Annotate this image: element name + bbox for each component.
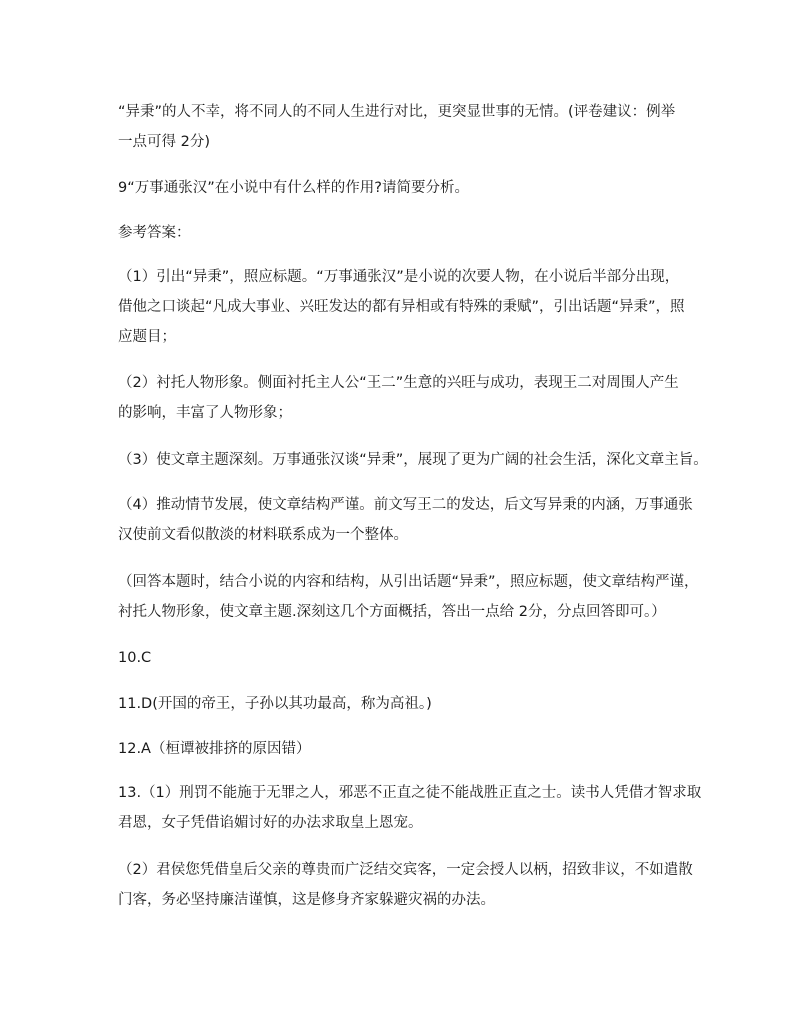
text-line: （4）推动情节发展，使文章结构严谨。前文写王二的发达，后文写异秉的内涵，万事通张 xyxy=(118,497,693,513)
answer-13-2 xyxy=(118,855,693,915)
question-9 xyxy=(118,173,690,203)
text-line: （2）衬托人物形象。侧面衬托主人公“王二”生意的兴旺与成功，表现王二对周围人产生 xyxy=(118,375,679,391)
answer-13-1 xyxy=(118,778,702,838)
text-line: 的影响，丰富了人物形象； xyxy=(118,405,292,421)
text-line: 应题目； xyxy=(118,329,176,345)
text-line: 君恩，女子凭借谄媚讨好的办法求取皇上恩宠。 xyxy=(118,815,423,831)
answer-12 xyxy=(118,734,690,764)
text-line: 10.C xyxy=(118,650,152,666)
answer-point-2 xyxy=(118,368,690,428)
text-line: 衬托人物形象，使文章主题.深刻这几个方面概括，答出一点给 2分，分点回答即可。） xyxy=(118,604,666,620)
text-line: 12.A（桓谭被排挤的原因错） xyxy=(118,741,311,757)
answer-point-4 xyxy=(118,490,693,550)
text-line: （回答本题时，结合小说的内容和结构，从引出话题“异秉”，照应标题，使文章结构严谨， xyxy=(118,574,699,590)
answer-point-3 xyxy=(118,445,708,475)
text-line: 参考答案： xyxy=(118,225,191,241)
answer-11 xyxy=(118,689,690,719)
text-line: “异秉”的人不幸，将不同人的不同人生进行对比，更突显世事的无情。(评卷建议：例举 xyxy=(118,104,676,120)
answer-10 xyxy=(118,643,690,673)
text-line: 11.D(开国的帝王，子孙以其功最高，称为高祖。) xyxy=(118,696,432,712)
paragraph-scoring-note xyxy=(118,97,690,157)
answer-point-1 xyxy=(118,262,690,352)
answer-note xyxy=(118,567,699,627)
answer-heading xyxy=(118,218,690,248)
text-line: 9“万事通张汉”在小说中有什么样的作用?请简要分析。 xyxy=(118,180,469,196)
text-line: （1）引出“异秉”，照应标题。“万事通张汉”是小说的次要人物，在小说后半部分出现， xyxy=(118,269,680,285)
text-line: 一点可得 2分) xyxy=(118,134,210,150)
text-line: 汉使前文看似散淡的材料联系成为一个整体。 xyxy=(118,527,408,543)
text-line: 13.（1）刑罚不能施于无罪之人，邪恶不正直之徒不能战胜正直之士。读书人凭借才智求取 xyxy=(118,785,702,801)
text-line: （2）君侯您凭借皇后父亲的尊贵而广泛结交宾客，一定会授人以柄，招致非议，不如遣散 xyxy=(118,862,693,878)
text-line: （3）使文章主题深刻。万事通张汉谈“异秉”，展现了更为广阔的社会生活，深化文章主旨。 xyxy=(118,452,708,468)
text-line: 借他之口谈起“凡成大事业、兴旺发达的都有异相或有特殊的秉赋”，引出话题“异秉”，照 xyxy=(118,299,685,315)
text-line: 门客，务必坚持廉洁谨慎，这是修身齐家躲避灾祸的办法。 xyxy=(118,892,495,908)
